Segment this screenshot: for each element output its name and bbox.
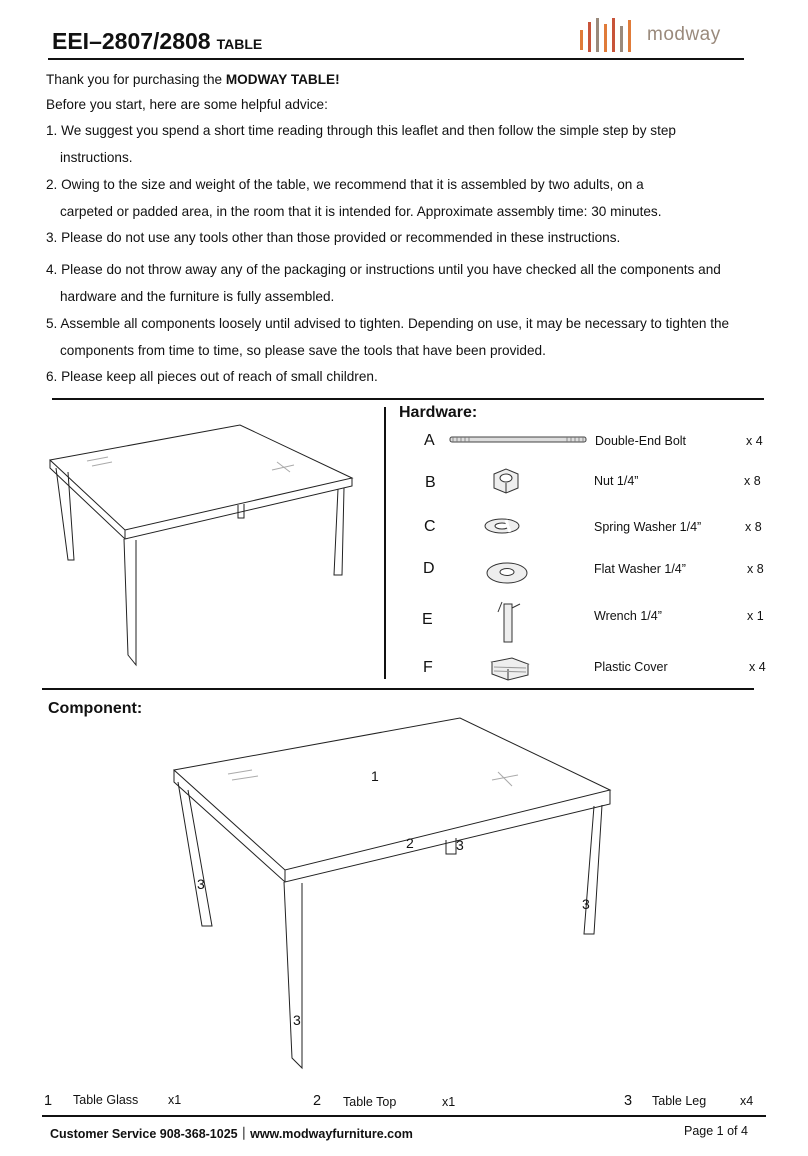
hardware-qty-e: x 1 xyxy=(747,609,764,623)
advice-6: 6. Please keep all pieces out of reach of small children. xyxy=(46,369,378,384)
hardware-letter-f: F xyxy=(423,659,433,676)
advice-4-cont: hardware and the furniture is fully assembled. xyxy=(60,289,335,304)
hardware-name-e: Wrench 1/4” xyxy=(594,609,662,623)
advice-1-cont: instructions. xyxy=(60,150,133,165)
advice-1: 1. We suggest you spend a short time reading through this leaflet and then follow the simple step by step xyxy=(46,123,676,138)
callout-leg-right: 3 xyxy=(582,896,590,912)
advice-4: 4. Please do not throw away any of the packaging or instructions until you have checked all the components and xyxy=(46,262,721,277)
component-heading: Component: xyxy=(48,700,143,717)
thanks-line: Thank you for purchasing the MODWAY TABLE! xyxy=(46,72,340,87)
hardware-name-f: Plastic Cover xyxy=(594,660,668,674)
brand-name: modway xyxy=(647,24,721,45)
footer-divider xyxy=(42,1115,766,1117)
hardware-letter-a: A xyxy=(424,432,435,449)
hardware-heading: Hardware: xyxy=(399,404,478,421)
advice-intro: Before you start, here are some helpful advice: xyxy=(46,97,328,112)
hardware-name-d: Flat Washer 1/4” xyxy=(594,562,686,576)
hardware-name-c: Spring Washer 1/4” xyxy=(594,520,702,534)
legend-num-2: 2 xyxy=(313,1093,322,1109)
hardware-letter-d: D xyxy=(423,560,435,577)
legend-qty-2: x1 xyxy=(442,1095,456,1109)
callout-leg-left: 3 xyxy=(197,876,205,892)
advice-2-cont: carpeted or padded area, in the room that it is intended for. Approximate assembly time: 30 minutes. xyxy=(60,204,662,219)
legend-name-3: Table Leg xyxy=(652,1094,707,1108)
legend-qty-3: x4 xyxy=(740,1094,754,1108)
hardware-letter-b: B xyxy=(425,474,436,491)
callout-table-glass: 1 xyxy=(371,768,379,784)
hardware-qty-c: x 8 xyxy=(745,520,762,534)
advice-3: 3. Please do not use any tools other than those provided or recommended in these instructions. xyxy=(46,230,621,245)
callout-leg-front: 3 xyxy=(293,1012,301,1028)
legend-qty-1: x1 xyxy=(168,1093,182,1107)
page-number: Page 1 of 4 xyxy=(684,1124,748,1138)
hardware-qty-f: x 4 xyxy=(749,660,766,674)
hardware-letter-e: E xyxy=(422,611,433,628)
hardware-qty-b: x 8 xyxy=(744,474,761,488)
legend-name-2: Table Top xyxy=(343,1095,397,1109)
hardware-name-b: Nut 1/4” xyxy=(594,474,639,488)
callout-leg-back: 3 xyxy=(456,837,464,853)
legend-num-1: 1 xyxy=(44,1093,53,1109)
hardware-qty-d: x 8 xyxy=(747,562,764,576)
hardware-letter-c: C xyxy=(424,518,436,535)
advice-5: 5. Assemble all components loosely until advised to tighten. Depending on use, it may be necessary to tighten the xyxy=(46,316,730,331)
customer-service-line: Customer Service 908-368-1025｜www.modwayfurniture.com xyxy=(50,1127,413,1141)
hardware-qty-a: x 4 xyxy=(746,434,763,448)
advice-5-cont: components from time to time, so please save the tools that have been provided. xyxy=(60,343,546,358)
hardware-name-a: Double-End Bolt xyxy=(595,434,687,448)
advice-2: 2. Owing to the size and weight of the table, we recommend that it is assembled by two adults, on a xyxy=(46,177,644,192)
callout-table-top: 2 xyxy=(406,835,414,851)
product-name: TABLE xyxy=(216,36,263,52)
legend-name-1: Table Glass xyxy=(73,1093,139,1107)
model-number: EEI–2807/2808 xyxy=(52,28,211,54)
legend-num-3: 3 xyxy=(624,1093,633,1109)
